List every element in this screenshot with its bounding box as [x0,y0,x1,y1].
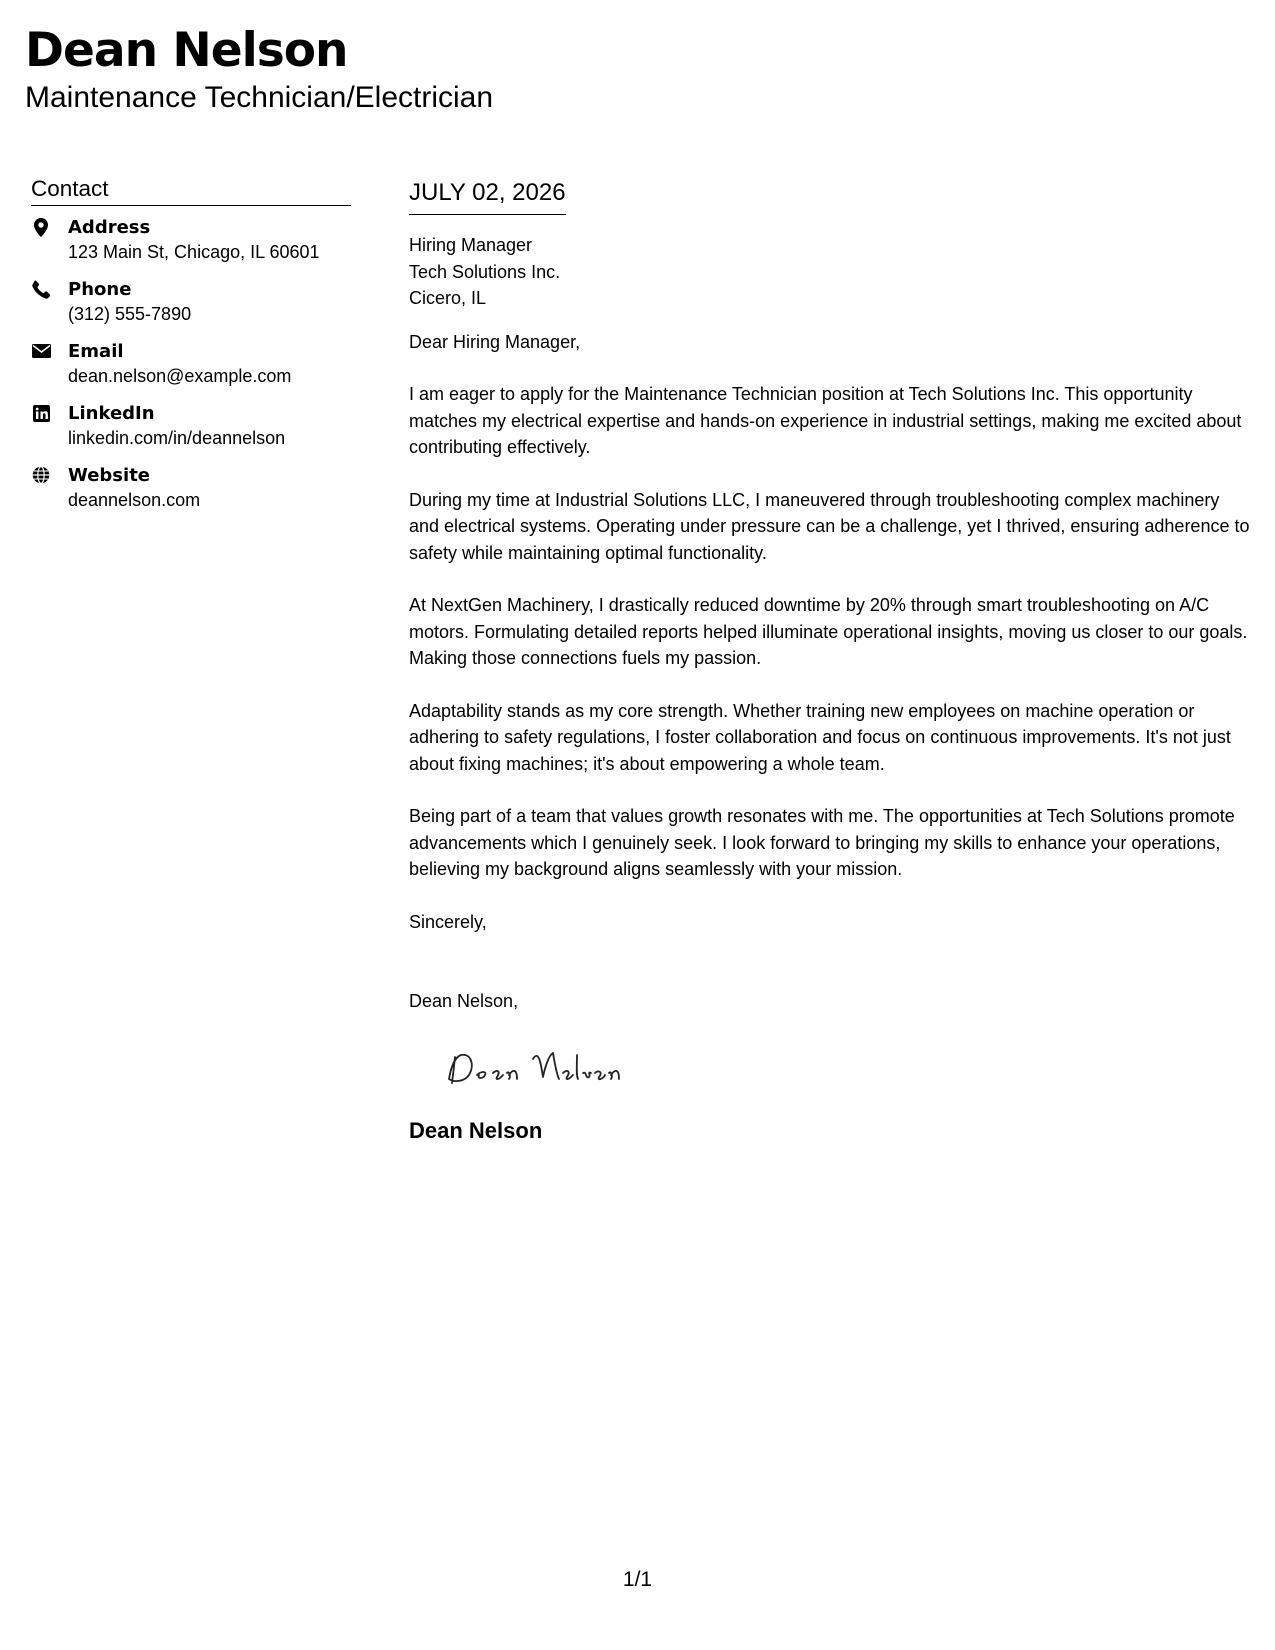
envelope-icon [31,341,51,361]
contact-value: (312) 555-7890 [68,304,192,324]
page-number: 1/1 [622,1568,653,1591]
contact-sidebar [31,176,351,526]
contact-label: Website [68,465,151,486]
contact-section-title: Contact [31,176,351,206]
contact-label: LinkedIn [68,403,155,424]
applicant-title: Maintenance Technician/Electrician [25,81,494,114]
recipient-line: Cicero, IL [409,288,487,308]
contact-value: deannelson.com [68,490,201,510]
recipient-line: Hiring Manager [409,235,533,255]
closing: Sincerely, [409,911,487,932]
letter-paragraph: Being part of a team that values growth resonates with me. The opportunities at Tech Solutions promote advancements which I genuinely seek. I look forward to bringing my skills to enhance your operations, believing my background aligns seamlessly with your mission. [409,806,1235,879]
contact-label: Phone [68,279,132,300]
letter-body [409,178,1254,1145]
recipient-line: Tech Solutions Inc. [409,261,561,282]
letter-paragraph: I am eager to apply for the Maintenance Technician position at Tech Solutions Inc. This opportunity matches my electrical expertise and hands-on experience in industrial settings, making me excited about contributing effectively. [409,384,1242,457]
globe-icon [31,465,51,485]
contact-item-website [31,464,351,512]
letter-paragraph: Adaptability stands as my core strength. Whether training new employees on machine operation or adhering to safety regulations, I foster collaboration and focus on continuous improvements. It's not just about fixing machines; it's about empowering a whole team. [409,700,1231,774]
letter-date: JULY 02, 2026 [409,178,566,215]
contact-value: dean.nelson@example.com [68,366,292,386]
contact-label: Email [68,341,124,362]
signer-name: Dean Nelson, [409,991,519,1011]
contact-item-phone [31,278,351,326]
contact-item-address [31,216,351,264]
letter-paragraph: During my time at Industrial Solutions LLC, I maneuvered through troubleshooting complex machinery and electrical systems. Operating under pressure can be a challenge, yet I thrived, ensuring adherence to safety while maintaining optimal functionality. [409,489,1250,563]
recipient-block [409,232,1254,312]
contact-value: 123 Main St, Chicago, IL 60601 [68,242,320,262]
letter-paragraph: At NextGen Machinery, I drastically reduced downtime by 20% through smart troubleshooting on A/C motors. Formulating detailed reports helped illuminate operational insights, moving us closer to our goals. Making those connections fuels my passion. [409,595,1248,668]
handwritten-signature [441,1045,1254,1093]
contact-value: linkedin.com/in/deannelson [68,428,286,448]
header [25,22,493,116]
map-pin-icon [31,217,51,237]
contact-item-linkedin [31,402,351,450]
salutation: Dear Hiring Manager, [409,331,581,352]
phone-icon [31,279,51,299]
applicant-name: Dean Nelson [25,23,348,78]
contact-item-email [31,340,351,388]
contact-label: Address [68,217,151,238]
printed-name: Dean Nelson [409,1117,543,1143]
linkedin-icon [31,403,51,423]
